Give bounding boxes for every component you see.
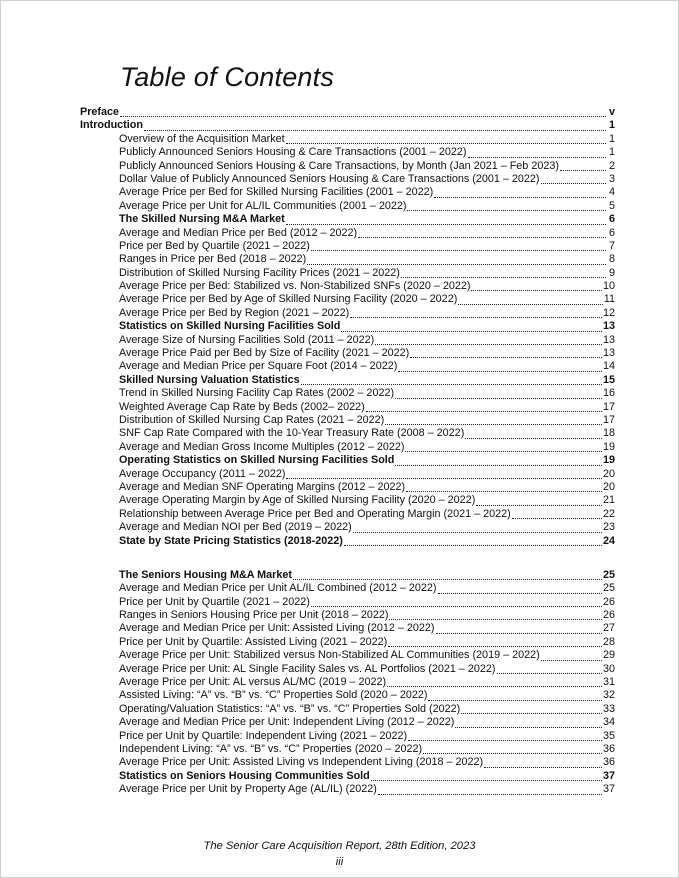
toc-entry-page-number: v: [608, 106, 615, 118]
toc-entry-page-number: 26: [602, 595, 615, 608]
toc-entry-page-number: 13: [602, 320, 615, 333]
toc-entry[interactable]: [80, 582, 615, 595]
toc-entry[interactable]: [80, 676, 615, 689]
toc-entry-label: Average Price per Bed by Age of Skilled Nursing Facility (2020 – 2022): [119, 293, 458, 306]
dot-leader: [405, 442, 602, 452]
toc-entry-page-number: 18: [602, 427, 615, 440]
toc-entry[interactable]: [80, 716, 615, 729]
dot-leader: [286, 134, 606, 144]
toc-entry-label: Publicly Announced Seniors Housing & Care Transactions, by Month (Jan 2021 – Feb 2023): [119, 159, 559, 172]
toc-entry-page-number: 14: [602, 360, 615, 373]
dot-leader: [438, 584, 602, 594]
toc-entry-page-number: 37: [602, 769, 615, 782]
toc-entry[interactable]: [80, 387, 615, 400]
toc-entry[interactable]: [80, 481, 615, 494]
toc-entry-page-number: 6: [608, 226, 615, 239]
dot-leader: [512, 509, 602, 519]
dot-leader: [434, 188, 606, 198]
dot-leader: [395, 389, 602, 399]
dot-leader: [375, 335, 602, 345]
dot-leader: [455, 718, 602, 728]
dot-leader: [395, 456, 602, 466]
toc-entry-label: Assisted Living: “A” vs. “B” vs. “C” Properties Sold (2020 – 2022): [119, 689, 428, 702]
toc-entry[interactable]: [80, 609, 615, 622]
toc-entry[interactable]: [80, 280, 615, 293]
toc-section-entry[interactable]: [80, 106, 615, 119]
dot-leader: [465, 429, 602, 439]
toc-entry-label: Operating/Valuation Statistics: “A” vs. “B” vs. “C” Properties Sold (2022): [119, 702, 461, 715]
toc-entry-page-number: 3: [608, 172, 615, 185]
dot-leader: [484, 758, 602, 768]
toc-entry[interactable]: [80, 494, 615, 507]
toc-entry-label: Price per Unit by Quartile: Assisted Living (2021 – 2022): [119, 635, 388, 648]
toc-entry-label: Average and Median Price per Square Foot (2014 – 2022): [119, 360, 398, 373]
dot-leader: [311, 241, 606, 251]
toc-entry[interactable]: [80, 307, 615, 320]
toc-entry-page-number: 25: [602, 582, 615, 595]
footer-report-title: The Senior Care Acquisition Report, 28th Edition, 2023: [203, 840, 476, 852]
toc-entry-label: Average and Median NOI per Bed (2019 – 2022): [119, 521, 352, 534]
dot-leader: [388, 637, 602, 647]
toc-entry-label: Ranges in Seniors Housing Price per Unit (2018 – 2022): [119, 609, 389, 622]
dot-leader: [293, 570, 602, 580]
toc-entry-page-number: 19: [602, 454, 615, 467]
dot-leader: [401, 268, 606, 278]
toc-entry[interactable]: [80, 401, 615, 414]
toc-entry-label: Average Occupancy (2011 – 2022): [119, 467, 286, 480]
toc-entry-label: Average and Median Gross Income Multiples (2012 – 2022): [119, 440, 405, 453]
dot-leader: [407, 201, 606, 211]
toc-entry-label: Average and Median Price per Bed (2012 – 2022): [119, 226, 358, 239]
toc-entry-page-number: 25: [602, 568, 615, 581]
toc-entry-page-number: 36: [602, 756, 615, 769]
dot-leader: [541, 651, 602, 661]
toc-entry-page-number: 36: [602, 742, 615, 755]
toc-entry-label: Price per Unit by Quartile: Independent Living (2021 – 2022): [119, 729, 408, 742]
toc-entry[interactable]: [80, 173, 615, 186]
toc-entry[interactable]: [80, 649, 615, 662]
dot-leader: [341, 322, 602, 332]
toc-entry-page-number: 13: [602, 333, 615, 346]
dot-leader: [358, 228, 606, 238]
toc-entry[interactable]: [80, 596, 615, 609]
toc-subsection-heading[interactable]: [80, 535, 615, 548]
toc-entry-label: Average Price per Unit: AL versus AL/MC (2019 – 2022): [119, 676, 387, 689]
dot-leader: [311, 597, 602, 607]
toc-entry-page-number: 16: [602, 387, 615, 400]
toc-subsection-heading[interactable]: [80, 569, 615, 582]
toc-entry-label: Average Price per Unit by Property Age (AL/IL) (2022): [119, 783, 377, 796]
toc-entry[interactable]: [80, 160, 615, 173]
toc-entry-page-number: 2: [608, 159, 615, 172]
toc-entry-page-number: 9: [608, 266, 615, 279]
toc-subsection-heading[interactable]: [80, 374, 615, 387]
toc-entry[interactable]: [80, 414, 615, 427]
dot-leader: [286, 215, 606, 225]
dot-leader: [461, 704, 602, 714]
toc-entry-label: Independent Living: “A” vs. “B” vs. “C” Properties (2020 – 2022): [119, 742, 423, 755]
dot-leader: [378, 785, 602, 795]
dot-leader: [398, 362, 602, 372]
dot-leader: [468, 148, 606, 158]
toc-entry-page-number: 30: [602, 662, 615, 675]
footer-page-number: iii: [335, 856, 344, 868]
toc-entry[interactable]: [80, 756, 615, 769]
toc-entry-label: The Skilled Nursing M&A Market: [119, 213, 285, 226]
toc-entry-page-number: 1: [608, 146, 615, 159]
toc-entry-page-number: 6: [608, 213, 615, 226]
toc-entry-label: Preface: [80, 106, 120, 118]
toc-entry-page-number: 8: [608, 253, 615, 266]
toc-entry[interactable]: [80, 689, 615, 702]
toc-entry-page-number: 19: [602, 440, 615, 453]
toc-entry-page-number: 17: [602, 413, 615, 426]
toc-entry-page-number: 23: [602, 521, 615, 534]
dot-leader: [423, 744, 602, 754]
toc-entry[interactable]: [80, 360, 615, 373]
toc-entry-page-number: 29: [602, 649, 615, 662]
toc-entry-label: Average Price per Bed: Stabilized vs. Non-Stabilized SNFs (2020 – 2022): [119, 280, 471, 293]
toc-entry-label: Introduction: [80, 119, 143, 132]
toc-entry-page-number: 37: [602, 783, 615, 796]
toc-entry-page-number: 7: [608, 239, 615, 252]
dot-leader: [144, 121, 606, 131]
toc-entry-page-number: 31: [602, 676, 615, 689]
toc-entry[interactable]: [80, 468, 615, 481]
toc-entry[interactable]: [80, 227, 615, 240]
toc-entry[interactable]: [80, 427, 615, 440]
toc-entry[interactable]: [80, 267, 615, 280]
toc-entry-page-number: 1: [608, 119, 615, 132]
toc-subsection-heading[interactable]: [80, 454, 615, 467]
toc-entry[interactable]: [80, 730, 615, 743]
dot-leader: [428, 691, 602, 701]
dot-leader: [301, 375, 602, 385]
dot-leader: [471, 281, 602, 291]
toc-entry-page-number: 27: [602, 622, 615, 635]
dot-leader: [120, 107, 606, 117]
toc-entry-label: Average Price Paid per Bed by Size of Facility (2021 – 2022): [119, 347, 410, 360]
toc-entry[interactable]: [80, 521, 615, 534]
dot-leader: [458, 295, 602, 305]
toc-entry[interactable]: [80, 636, 615, 649]
toc-entry-label: The Seniors Housing M&A Market: [119, 568, 292, 581]
dot-leader: [436, 624, 602, 634]
toc-entry-label: Average and Median Price per Unit: Independent Living (2012 – 2022): [119, 716, 455, 729]
toc-entry-label: Average and Median Price per Unit AL/IL Combined (2012 – 2022): [119, 582, 437, 595]
toc-entry-page-number: 28: [602, 635, 615, 648]
toc-entry-label: SNF Cap Rate Compared with the 10-Year Treasury Rate (2008 – 2022): [119, 427, 465, 440]
table-of-contents: [80, 106, 615, 797]
toc-entry[interactable]: [80, 146, 615, 159]
toc-entry-label: Dollar Value of Publicly Announced Seniors Housing & Care Transactions (2001 – 2022): [119, 172, 540, 185]
toc-entry-page-number: 12: [602, 306, 615, 319]
toc-subsection-heading[interactable]: [80, 770, 615, 783]
toc-entry-label: Average Operating Margin by Age of Skilled Nursing Facility (2020 – 2022): [119, 494, 476, 507]
dot-leader: [385, 415, 602, 425]
toc-entry-label: Trend in Skilled Nursing Facility Cap Rates (2002 – 2022): [119, 387, 395, 400]
dot-leader: [344, 536, 602, 546]
toc-entry-label: Statistics on Seniors Housing Communities Sold: [119, 769, 370, 782]
page-title: Table of Contents: [120, 62, 335, 92]
toc-entry-page-number: 35: [602, 729, 615, 742]
toc-entry-label: Average Price per Bed by Region (2021 – 2022): [119, 306, 350, 319]
toc-entry[interactable]: [80, 508, 615, 521]
toc-entry[interactable]: [80, 253, 615, 266]
toc-entry[interactable]: [80, 783, 615, 796]
toc-entry-label: Average Size of Nursing Facilities Sold (2011 – 2022): [119, 333, 375, 346]
toc-entry[interactable]: [80, 347, 615, 360]
toc-entry-label: Distribution of Skilled Nursing Cap Rates (2021 – 2022): [119, 413, 385, 426]
dot-leader: [560, 161, 606, 171]
toc-entry[interactable]: [80, 200, 615, 213]
toc-entry[interactable]: [80, 240, 615, 253]
toc-entry-page-number: 20: [602, 480, 615, 493]
toc-entry-page-number: 34: [602, 716, 615, 729]
toc-entry-label: Average Price per Unit: Stabilized versus Non-Stabilized AL Communities (2019 – 2022): [119, 649, 540, 662]
toc-entry[interactable]: [80, 186, 615, 199]
dot-leader: [497, 664, 602, 674]
toc-entry-page-number: 11: [603, 293, 615, 306]
toc-entry-label: Publicly Announced Seniors Housing & Care Transactions (2001 – 2022): [119, 146, 467, 159]
toc-entry-label: Price per Bed by Quartile (2021 – 2022): [119, 239, 310, 252]
dot-leader: [406, 482, 602, 492]
toc-entry[interactable]: [80, 743, 615, 756]
toc-entry-page-number: 13: [602, 347, 615, 360]
dot-leader: [410, 348, 602, 358]
toc-entry-label: Average and Median Price per Unit: Assisted Living (2012 – 2022): [119, 622, 435, 635]
dot-leader: [350, 308, 602, 318]
toc-entry[interactable]: [80, 334, 615, 347]
toc-entry-page-number: 4: [608, 186, 615, 199]
dot-leader: [408, 731, 602, 741]
dot-leader: [353, 523, 602, 533]
toc-subsection-heading[interactable]: [80, 213, 615, 226]
toc-entry-page-number: 24: [602, 534, 615, 547]
toc-entry-page-number: 33: [602, 702, 615, 715]
toc-entry[interactable]: [80, 133, 615, 146]
toc-entry-page-number: 5: [608, 199, 615, 212]
toc-entry[interactable]: [80, 293, 615, 306]
toc-spacer: [80, 548, 615, 569]
toc-entry-page-number: 21: [602, 494, 615, 507]
dot-leader: [541, 174, 606, 184]
dot-leader: [371, 771, 602, 781]
dot-leader: [389, 610, 602, 620]
toc-subsection-heading[interactable]: [80, 320, 615, 333]
toc-entry-label: Relationship between Average Price per Bed and Operating Margin (2021 – 2022): [119, 507, 511, 520]
toc-entry[interactable]: [80, 663, 615, 676]
toc-entry-label: Operating Statistics on Skilled Nursing Facilities Sold: [119, 454, 395, 467]
toc-entry-label: Ranges in Price per Bed (2018 – 2022): [119, 253, 307, 266]
toc-entry[interactable]: [80, 622, 615, 635]
toc-entry[interactable]: [80, 441, 615, 454]
toc-entry-label: Overview of the Acquisition Market: [119, 132, 285, 145]
dot-leader: [307, 255, 606, 265]
dot-leader: [366, 402, 602, 412]
toc-entry-page-number: 15: [602, 373, 615, 386]
toc-entry-page-number: 22: [602, 507, 615, 520]
toc-entry-label: Weighted Average Cap Rate by Beds (2002– 2022): [119, 400, 365, 413]
toc-entry-page-number: 1: [608, 132, 615, 145]
toc-entry-label: Average Price per Bed for Skilled Nursing Facilities (2001 – 2022): [119, 186, 434, 199]
toc-section-entry[interactable]: [80, 119, 615, 132]
toc-entry-label: Price per Unit by Quartile (2021 – 2022): [119, 595, 310, 608]
toc-entry-page-number: 10: [602, 280, 615, 293]
toc-entry-label: Average Price per Unit for AL/IL Communities (2001 – 2022): [119, 199, 407, 212]
dot-leader: [476, 496, 602, 506]
toc-entry-label: Average and Median SNF Operating Margins (2012 – 2022): [119, 480, 406, 493]
toc-entry-label: Statistics on Skilled Nursing Facilities Sold: [119, 320, 341, 333]
toc-entry-label: Average Price per Unit: Assisted Living vs Independent Living (2018 – 2022): [119, 756, 484, 769]
toc-entry-label: Average Price per Unit: AL Single Facility Sales vs. AL Portfolios (2021 – 2022): [119, 662, 496, 675]
toc-entry[interactable]: [80, 703, 615, 716]
toc-entry-page-number: 26: [602, 609, 615, 622]
toc-entry-page-number: 32: [602, 689, 615, 702]
toc-entry-label: Distribution of Skilled Nursing Facility Prices (2021 – 2022): [119, 266, 400, 279]
toc-entry-label: Skilled Nursing Valuation Statistics: [119, 373, 300, 386]
toc-entry-label: State by State Pricing Statistics (2018-2022): [119, 534, 343, 547]
dot-leader: [286, 469, 602, 479]
dot-leader: [387, 677, 602, 687]
toc-entry-page-number: 17: [602, 400, 615, 413]
toc-entry-page-number: 20: [602, 467, 615, 480]
